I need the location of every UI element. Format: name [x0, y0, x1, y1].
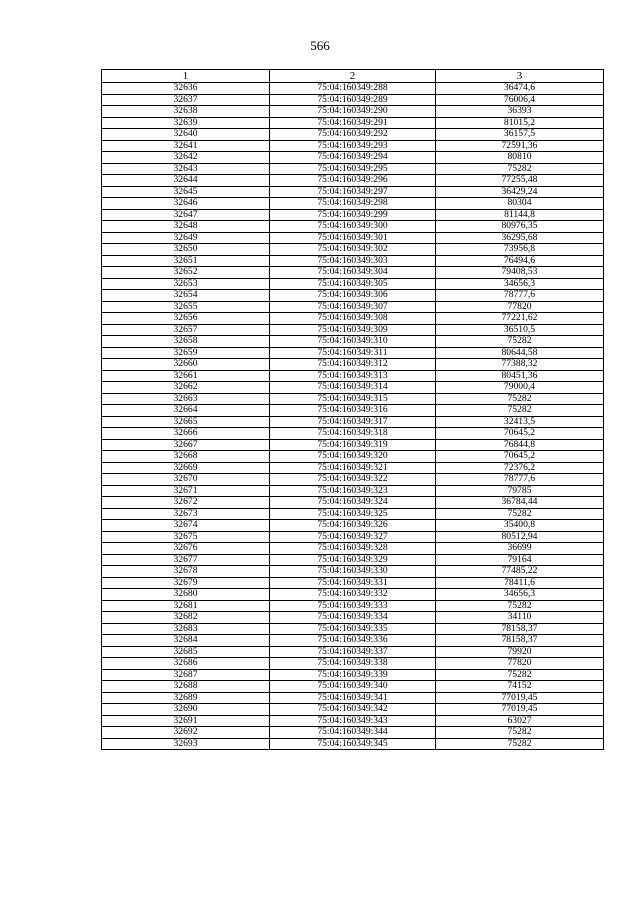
row-number-cell: 32692 [102, 727, 270, 739]
table-row [102, 462, 604, 474]
cadastral-number-cell: 75:04:160349:320 [270, 451, 436, 463]
table-row [102, 692, 604, 704]
value-cell: 78777,6 [436, 290, 604, 302]
value-cell: 34656,3 [436, 278, 604, 290]
table-row [102, 117, 604, 129]
value-cell: 75282 [436, 336, 604, 348]
cadastral-number-cell: 75:04:160349:313 [270, 370, 436, 382]
row-number-cell: 32659 [102, 347, 270, 359]
cadastral-number-cell: 75:04:160349:291 [270, 117, 436, 129]
cadastral-number-cell: 75:04:160349:309 [270, 324, 436, 336]
table-row [102, 359, 604, 371]
value-cell: 77255,48 [436, 175, 604, 187]
cadastral-number-cell: 75:04:160349:292 [270, 129, 436, 141]
cadastral-number-cell: 75:04:160349:331 [270, 577, 436, 589]
cadastral-number-cell: 75:04:160349:303 [270, 255, 436, 267]
table-row [102, 232, 604, 244]
table-row [102, 416, 604, 428]
row-number-cell: 32682 [102, 612, 270, 624]
table-row [102, 313, 604, 325]
value-cell: 81015,2 [436, 117, 604, 129]
value-cell: 36784,44 [436, 497, 604, 509]
value-cell: 81144,8 [436, 209, 604, 221]
row-number-cell: 32658 [102, 336, 270, 348]
value-cell: 32413,5 [436, 416, 604, 428]
table-row [102, 566, 604, 578]
value-cell: 36295,68 [436, 232, 604, 244]
table-row [102, 175, 604, 187]
row-number-cell: 32661 [102, 370, 270, 382]
cadastral-number-cell: 75:04:160349:297 [270, 186, 436, 198]
cadastral-number-cell: 75:04:160349:299 [270, 209, 436, 221]
value-cell: 77820 [436, 658, 604, 670]
cadastral-number-cell: 75:04:160349:322 [270, 474, 436, 486]
row-number-cell: 32662 [102, 382, 270, 394]
value-cell: 63027 [436, 715, 604, 727]
row-number-cell: 32645 [102, 186, 270, 198]
cadastral-number-cell: 75:04:160349:341 [270, 692, 436, 704]
column-header-3: 3 [436, 70, 604, 83]
table-row [102, 508, 604, 520]
cadastral-number-cell: 75:04:160349:311 [270, 347, 436, 359]
cadastral-number-cell: 75:04:160349:339 [270, 669, 436, 681]
value-cell: 77388,32 [436, 359, 604, 371]
cadastral-number-cell: 75:04:160349:324 [270, 497, 436, 509]
row-number-cell: 32686 [102, 658, 270, 670]
row-number-cell: 32667 [102, 439, 270, 451]
row-number-cell: 32693 [102, 738, 270, 750]
value-cell: 77820 [436, 301, 604, 313]
row-number-cell: 32643 [102, 163, 270, 175]
cadastral-number-cell: 75:04:160349:294 [270, 152, 436, 164]
cadastral-number-cell: 75:04:160349:326 [270, 520, 436, 532]
value-cell: 74152 [436, 681, 604, 693]
row-number-cell: 32666 [102, 428, 270, 440]
row-number-cell: 32639 [102, 117, 270, 129]
cadastral-number-cell: 75:04:160349:337 [270, 646, 436, 658]
row-number-cell: 32657 [102, 324, 270, 336]
cadastral-number-cell: 75:04:160349:344 [270, 727, 436, 739]
table-body [102, 83, 604, 750]
value-cell: 77019,45 [436, 704, 604, 716]
row-number-cell: 32676 [102, 543, 270, 555]
value-cell: 78158,37 [436, 635, 604, 647]
row-number-cell: 32670 [102, 474, 270, 486]
value-cell: 75282 [436, 600, 604, 612]
row-number-cell: 32650 [102, 244, 270, 256]
table-row [102, 163, 604, 175]
value-cell: 79164 [436, 554, 604, 566]
row-number-cell: 32640 [102, 129, 270, 141]
table-row [102, 382, 604, 394]
table-row [102, 543, 604, 555]
cadastral-number-cell: 75:04:160349:298 [270, 198, 436, 210]
row-number-cell: 32684 [102, 635, 270, 647]
cadastral-number-cell: 75:04:160349:302 [270, 244, 436, 256]
row-number-cell: 32648 [102, 221, 270, 233]
cadastral-number-cell: 75:04:160349:300 [270, 221, 436, 233]
value-cell: 34656,3 [436, 589, 604, 601]
cadastral-number-cell: 75:04:160349:330 [270, 566, 436, 578]
cadastral-number-cell: 75:04:160349:307 [270, 301, 436, 313]
row-number-cell: 32679 [102, 577, 270, 589]
value-cell: 79408,53 [436, 267, 604, 279]
cadastral-number-cell: 75:04:160349:308 [270, 313, 436, 325]
row-number-cell: 32673 [102, 508, 270, 520]
value-cell: 36474,6 [436, 83, 604, 95]
row-number-cell: 32665 [102, 416, 270, 428]
value-cell: 70645,2 [436, 451, 604, 463]
cadastral-number-cell: 75:04:160349:325 [270, 508, 436, 520]
table-row [102, 347, 604, 359]
cadastral-number-cell: 75:04:160349:319 [270, 439, 436, 451]
row-number-cell: 32636 [102, 83, 270, 95]
table-row [102, 428, 604, 440]
table-row [102, 405, 604, 417]
value-cell: 77221,62 [436, 313, 604, 325]
table-row [102, 715, 604, 727]
row-number-cell: 32691 [102, 715, 270, 727]
cadastral-number-cell: 75:04:160349:306 [270, 290, 436, 302]
value-cell: 36510,5 [436, 324, 604, 336]
table-row [102, 635, 604, 647]
cadastral-number-cell: 75:04:160349:335 [270, 623, 436, 635]
value-cell: 79920 [436, 646, 604, 658]
value-cell: 73956,8 [436, 244, 604, 256]
table-row [102, 623, 604, 635]
row-number-cell: 32652 [102, 267, 270, 279]
table-row [102, 738, 604, 750]
value-cell: 77485,22 [436, 566, 604, 578]
table-row [102, 336, 604, 348]
cadastral-number-cell: 75:04:160349:317 [270, 416, 436, 428]
table-row [102, 681, 604, 693]
row-number-cell: 32674 [102, 520, 270, 532]
table-row [102, 140, 604, 152]
row-number-cell: 32656 [102, 313, 270, 325]
column-header-1: 1 [102, 70, 270, 83]
value-cell: 77019,45 [436, 692, 604, 704]
table-row [102, 278, 604, 290]
cadastral-number-cell: 75:04:160349:343 [270, 715, 436, 727]
table-row [102, 221, 604, 233]
row-number-cell: 32638 [102, 106, 270, 118]
table-row [102, 244, 604, 256]
value-cell: 80810 [436, 152, 604, 164]
value-cell: 35400,8 [436, 520, 604, 532]
cadastral-number-cell: 75:04:160349:332 [270, 589, 436, 601]
value-cell: 79785 [436, 485, 604, 497]
page-number: 566 [310, 38, 330, 53]
cadastral-number-cell: 75:04:160349:305 [270, 278, 436, 290]
table-row [102, 370, 604, 382]
row-number-cell: 32681 [102, 600, 270, 612]
cadastral-number-cell: 75:04:160349:288 [270, 83, 436, 95]
value-cell: 76844,8 [436, 439, 604, 451]
table-row [102, 209, 604, 221]
value-cell: 75282 [436, 405, 604, 417]
cadastral-number-cell: 75:04:160349:338 [270, 658, 436, 670]
cadastral-number-cell: 75:04:160349:342 [270, 704, 436, 716]
value-cell: 75282 [436, 393, 604, 405]
column-header-2: 2 [270, 70, 436, 83]
row-number-cell: 32647 [102, 209, 270, 221]
row-number-cell: 32678 [102, 566, 270, 578]
row-number-cell: 32668 [102, 451, 270, 463]
cadastral-number-cell: 75:04:160349:289 [270, 94, 436, 106]
row-number-cell: 32669 [102, 462, 270, 474]
row-number-cell: 32660 [102, 359, 270, 371]
table-row [102, 324, 604, 336]
table-row [102, 439, 604, 451]
cadastral-number-cell: 75:04:160349:345 [270, 738, 436, 750]
row-number-cell: 32664 [102, 405, 270, 417]
cadastral-number-cell: 75:04:160349:295 [270, 163, 436, 175]
row-number-cell: 32663 [102, 393, 270, 405]
value-cell: 36393 [436, 106, 604, 118]
value-cell: 75282 [436, 669, 604, 681]
value-cell: 34110 [436, 612, 604, 624]
row-number-cell: 32687 [102, 669, 270, 681]
row-number-cell: 32644 [102, 175, 270, 187]
value-cell: 36699 [436, 543, 604, 555]
table-row [102, 152, 604, 164]
value-cell: 79000,4 [436, 382, 604, 394]
value-cell: 36157,5 [436, 129, 604, 141]
value-cell: 78158,37 [436, 623, 604, 635]
cadastral-number-cell: 75:04:160349:312 [270, 359, 436, 371]
row-number-cell: 32654 [102, 290, 270, 302]
table-row [102, 531, 604, 543]
table-row [102, 589, 604, 601]
row-number-cell: 32649 [102, 232, 270, 244]
cadastral-number-cell: 75:04:160349:323 [270, 485, 436, 497]
table-row [102, 451, 604, 463]
table-row [102, 94, 604, 106]
cadastral-number-cell: 75:04:160349:296 [270, 175, 436, 187]
cadastral-number-cell: 75:04:160349:290 [270, 106, 436, 118]
table-row [102, 106, 604, 118]
cadastral-number-cell: 75:04:160349:301 [270, 232, 436, 244]
row-number-cell: 32689 [102, 692, 270, 704]
row-number-cell: 32651 [102, 255, 270, 267]
table-row [102, 520, 604, 532]
row-number-cell: 32641 [102, 140, 270, 152]
row-number-cell: 32637 [102, 94, 270, 106]
value-cell: 75282 [436, 163, 604, 175]
row-number-cell: 32672 [102, 497, 270, 509]
cadastral-number-cell: 75:04:160349:327 [270, 531, 436, 543]
cadastral-number-cell: 75:04:160349:315 [270, 393, 436, 405]
table-row [102, 646, 604, 658]
table-row [102, 612, 604, 624]
row-number-cell: 32642 [102, 152, 270, 164]
value-cell: 76494,6 [436, 255, 604, 267]
cadastral-number-cell: 75:04:160349:310 [270, 336, 436, 348]
cadastral-number-cell: 75:04:160349:329 [270, 554, 436, 566]
value-cell: 70645,2 [436, 428, 604, 440]
row-number-cell: 32680 [102, 589, 270, 601]
cadastral-number-cell: 75:04:160349:304 [270, 267, 436, 279]
table-row [102, 669, 604, 681]
value-cell: 72376,2 [436, 462, 604, 474]
table-row [102, 485, 604, 497]
cadastral-number-cell: 75:04:160349:293 [270, 140, 436, 152]
table-row [102, 497, 604, 509]
row-number-cell: 32685 [102, 646, 270, 658]
value-cell: 76006,4 [436, 94, 604, 106]
row-number-cell: 32646 [102, 198, 270, 210]
table-row [102, 577, 604, 589]
registry-table [101, 69, 604, 750]
table-row [102, 554, 604, 566]
cadastral-number-cell: 75:04:160349:321 [270, 462, 436, 474]
row-number-cell: 32671 [102, 485, 270, 497]
value-cell: 80451,36 [436, 370, 604, 382]
table-row [102, 301, 604, 313]
value-cell: 75282 [436, 727, 604, 739]
value-cell: 78411,6 [436, 577, 604, 589]
cadastral-number-cell: 75:04:160349:318 [270, 428, 436, 440]
cadastral-number-cell: 75:04:160349:328 [270, 543, 436, 555]
value-cell: 80512,94 [436, 531, 604, 543]
cadastral-number-cell: 75:04:160349:316 [270, 405, 436, 417]
value-cell: 75282 [436, 738, 604, 750]
table-row [102, 186, 604, 198]
table-row [102, 704, 604, 716]
cadastral-number-cell: 75:04:160349:314 [270, 382, 436, 394]
table-row [102, 290, 604, 302]
table-row [102, 198, 604, 210]
row-number-cell: 32655 [102, 301, 270, 313]
table-row [102, 600, 604, 612]
table-row [102, 255, 604, 267]
header-row [102, 70, 604, 83]
table-row [102, 393, 604, 405]
cadastral-number-cell: 75:04:160349:340 [270, 681, 436, 693]
table-row [102, 129, 604, 141]
cadastral-number-cell: 75:04:160349:336 [270, 635, 436, 647]
value-cell: 72591,36 [436, 140, 604, 152]
table-header [102, 70, 604, 83]
value-cell: 80976,35 [436, 221, 604, 233]
value-cell: 80644,58 [436, 347, 604, 359]
table-row [102, 474, 604, 486]
row-number-cell: 32653 [102, 278, 270, 290]
cadastral-number-cell: 75:04:160349:333 [270, 600, 436, 612]
row-number-cell: 32683 [102, 623, 270, 635]
table-row [102, 727, 604, 739]
table-row [102, 267, 604, 279]
row-number-cell: 32688 [102, 681, 270, 693]
value-cell: 80304 [436, 198, 604, 210]
table-row [102, 658, 604, 670]
table-row [102, 83, 604, 95]
value-cell: 78777,6 [436, 474, 604, 486]
row-number-cell: 32690 [102, 704, 270, 716]
row-number-cell: 32677 [102, 554, 270, 566]
row-number-cell: 32675 [102, 531, 270, 543]
value-cell: 36429,24 [436, 186, 604, 198]
cadastral-number-cell: 75:04:160349:334 [270, 612, 436, 624]
value-cell: 75282 [436, 508, 604, 520]
